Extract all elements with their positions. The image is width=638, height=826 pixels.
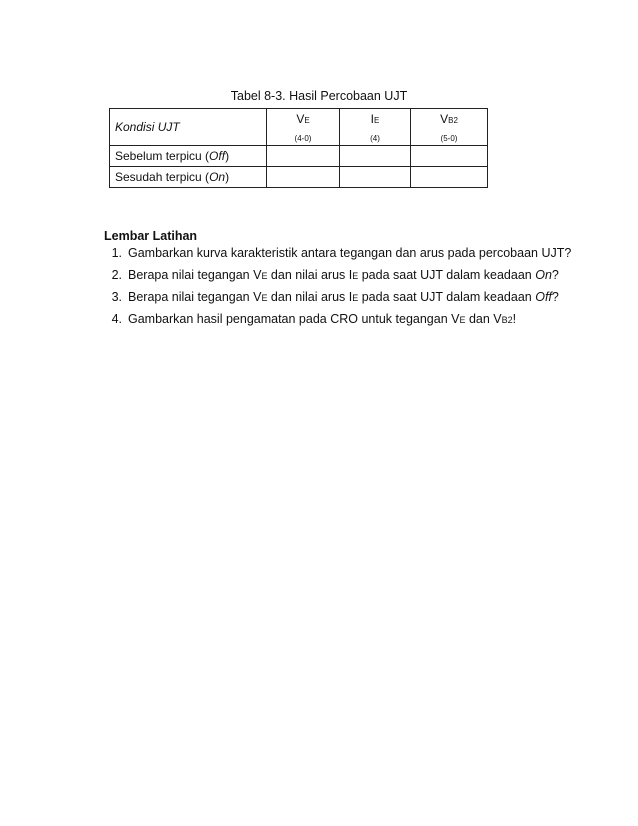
row-label-sebelum: Sebelum terpicu (Off) (110, 146, 267, 167)
list-item: 4. Gambarkan hasil pengamatan pada CRO untuk tegangan VE dan VB2! (111, 312, 517, 326)
header-vb2: VB2 (5-0) (411, 109, 488, 146)
section-title: Lembar Latihan (104, 229, 198, 243)
list-item: 3. Berapa nilai tegangan VE dan nilai arus IE pada saat UJT dalam keadaan Off? (111, 290, 559, 304)
table-row (110, 167, 488, 188)
table-row (110, 146, 488, 167)
table-caption: Tabel 8-3. Hasil Percobaan UJT (230, 89, 408, 103)
exercise-list (104, 238, 571, 330)
list-item: 2. Berapa nilai tegangan VE dan nilai arus IE pada saat UJT dalam keadaan On? (111, 268, 559, 282)
row-label-sesudah: Sesudah terpicu (On) (110, 167, 267, 188)
cell-sebelum-vb2 (411, 146, 488, 167)
header-ie: IE (4) (340, 109, 411, 146)
header-kondisi: Kondisi UJT (110, 109, 267, 146)
cell-sesudah-ie (340, 167, 411, 188)
results-table (109, 108, 488, 188)
cell-sesudah-ve (267, 167, 340, 188)
cell-sesudah-vb2 (411, 167, 488, 188)
header-ve: VE (4-0) (267, 109, 340, 146)
table-header-row (110, 109, 488, 146)
cell-sebelum-ie (340, 146, 411, 167)
list-item: 1. Gambarkan kurva karakteristik antara tegangan dan arus pada percobaan UJT? (111, 246, 572, 260)
cell-sebelum-ve (267, 146, 340, 167)
